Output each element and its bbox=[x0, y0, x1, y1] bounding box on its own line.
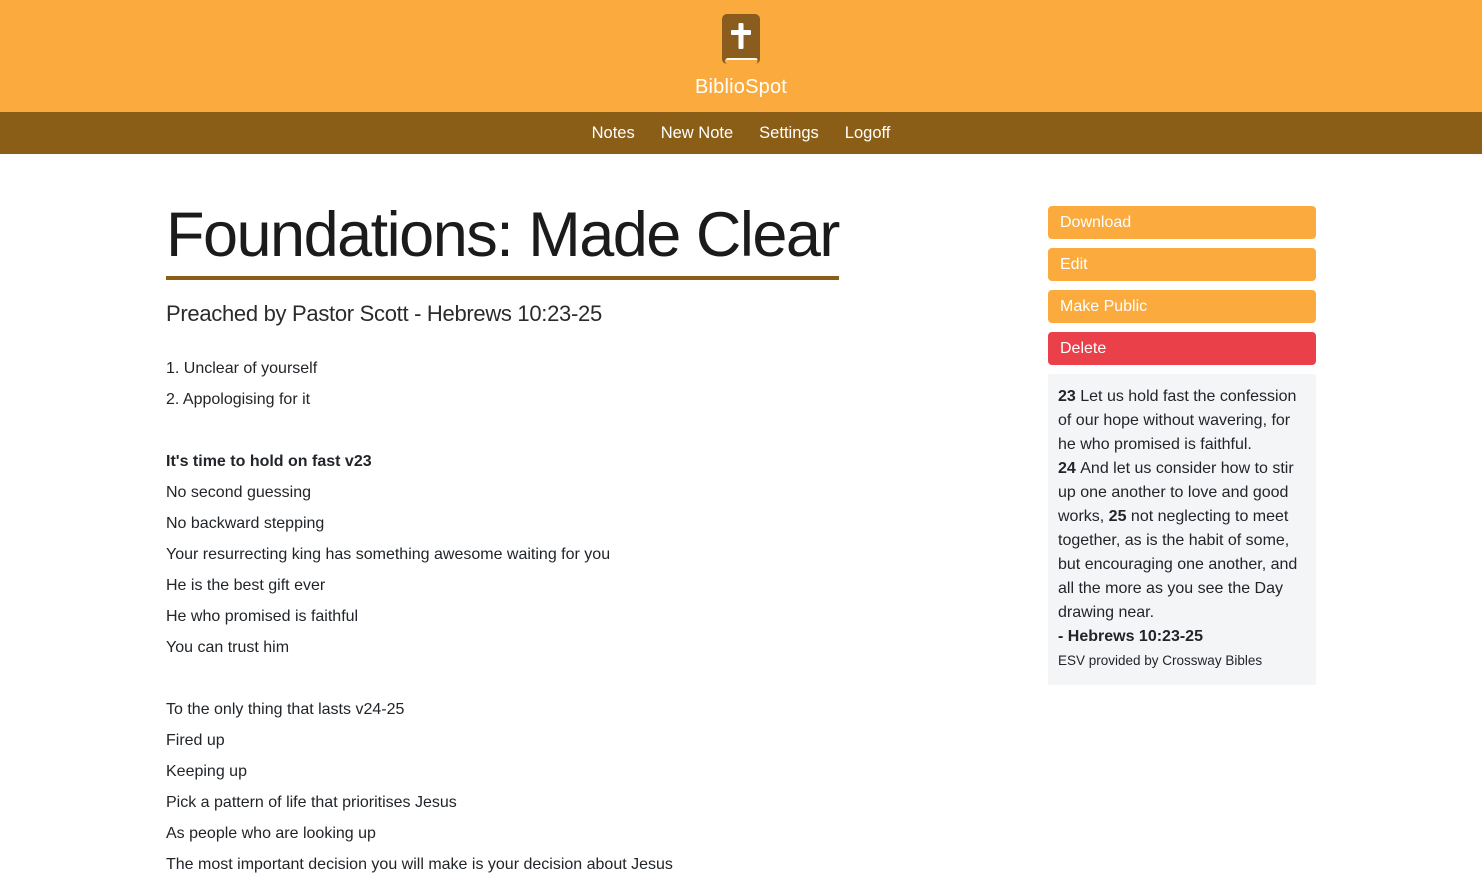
note-line: He who promised is faithful bbox=[166, 608, 359, 625]
note-line: Keeping up bbox=[166, 763, 247, 780]
nav-item-notes[interactable]: Notes bbox=[591, 123, 635, 142]
note-line: It's time to hold on fast v23 bbox=[166, 453, 372, 470]
nav-item-new-note[interactable]: New Note bbox=[660, 123, 734, 142]
download-button[interactable]: Download bbox=[1048, 206, 1316, 239]
scripture-reference: - Hebrews 10:23-25 bbox=[1058, 628, 1203, 645]
note-line bbox=[166, 415, 986, 446]
note-line: As people who are looking up bbox=[166, 825, 376, 842]
brand-logo[interactable] bbox=[695, 14, 787, 99]
note-line: He is the best gift ever bbox=[166, 577, 326, 594]
delete-button[interactable]: Delete bbox=[1048, 332, 1316, 365]
main-nav bbox=[0, 112, 1482, 154]
note-subtitle: Preached by Pastor Scott - Hebrews 10:23-25 bbox=[166, 301, 602, 326]
note-body bbox=[166, 353, 986, 880]
note-line bbox=[166, 663, 986, 694]
note-line: The most important decision you will make is your decision about Jesus bbox=[166, 856, 673, 873]
make-public-button[interactable]: Make Public bbox=[1048, 290, 1316, 323]
scripture-text: 23 Let us hold fast the confession of our hope without wavering, for he who promised is faithful. 24 And let us consider how to stir up one another to love and good works, 25 not neglecting to meet together, as is the habit of some, but encouraging one another, and all the more as you see the Day drawing near. bbox=[1058, 388, 1298, 621]
note-content bbox=[166, 200, 986, 880]
note-sidebar bbox=[1048, 204, 1316, 880]
scripture-attribution: ESV provided by Crossway Bibles bbox=[1058, 653, 1263, 668]
action-buttons bbox=[1048, 206, 1316, 365]
nav-item-settings[interactable]: Settings bbox=[759, 123, 819, 142]
brand-name: BiblioSpot bbox=[694, 75, 788, 98]
note-line: Fired up bbox=[166, 732, 225, 749]
bible-icon bbox=[721, 14, 761, 70]
note-line: No backward stepping bbox=[166, 515, 325, 532]
note-line: 1. Unclear of yourself bbox=[166, 360, 318, 377]
scripture-box bbox=[1048, 374, 1316, 685]
note-line: No second guessing bbox=[166, 484, 311, 501]
page-title: Foundations: Made Clear bbox=[166, 204, 839, 280]
edit-button[interactable]: Edit bbox=[1048, 248, 1316, 281]
note-line: Your resurrecting king has something awesome waiting for you bbox=[166, 546, 611, 563]
note-line: You can trust him bbox=[166, 639, 290, 656]
note-line: Pick a pattern of life that prioritises Jesus bbox=[166, 794, 457, 811]
app-header bbox=[0, 0, 1482, 112]
nav-item-logoff[interactable]: Logoff bbox=[844, 123, 891, 142]
note-line: 2. Appologising for it bbox=[166, 391, 311, 408]
note-line: To the only thing that lasts v24-25 bbox=[166, 701, 405, 718]
note-page bbox=[166, 154, 1316, 880]
